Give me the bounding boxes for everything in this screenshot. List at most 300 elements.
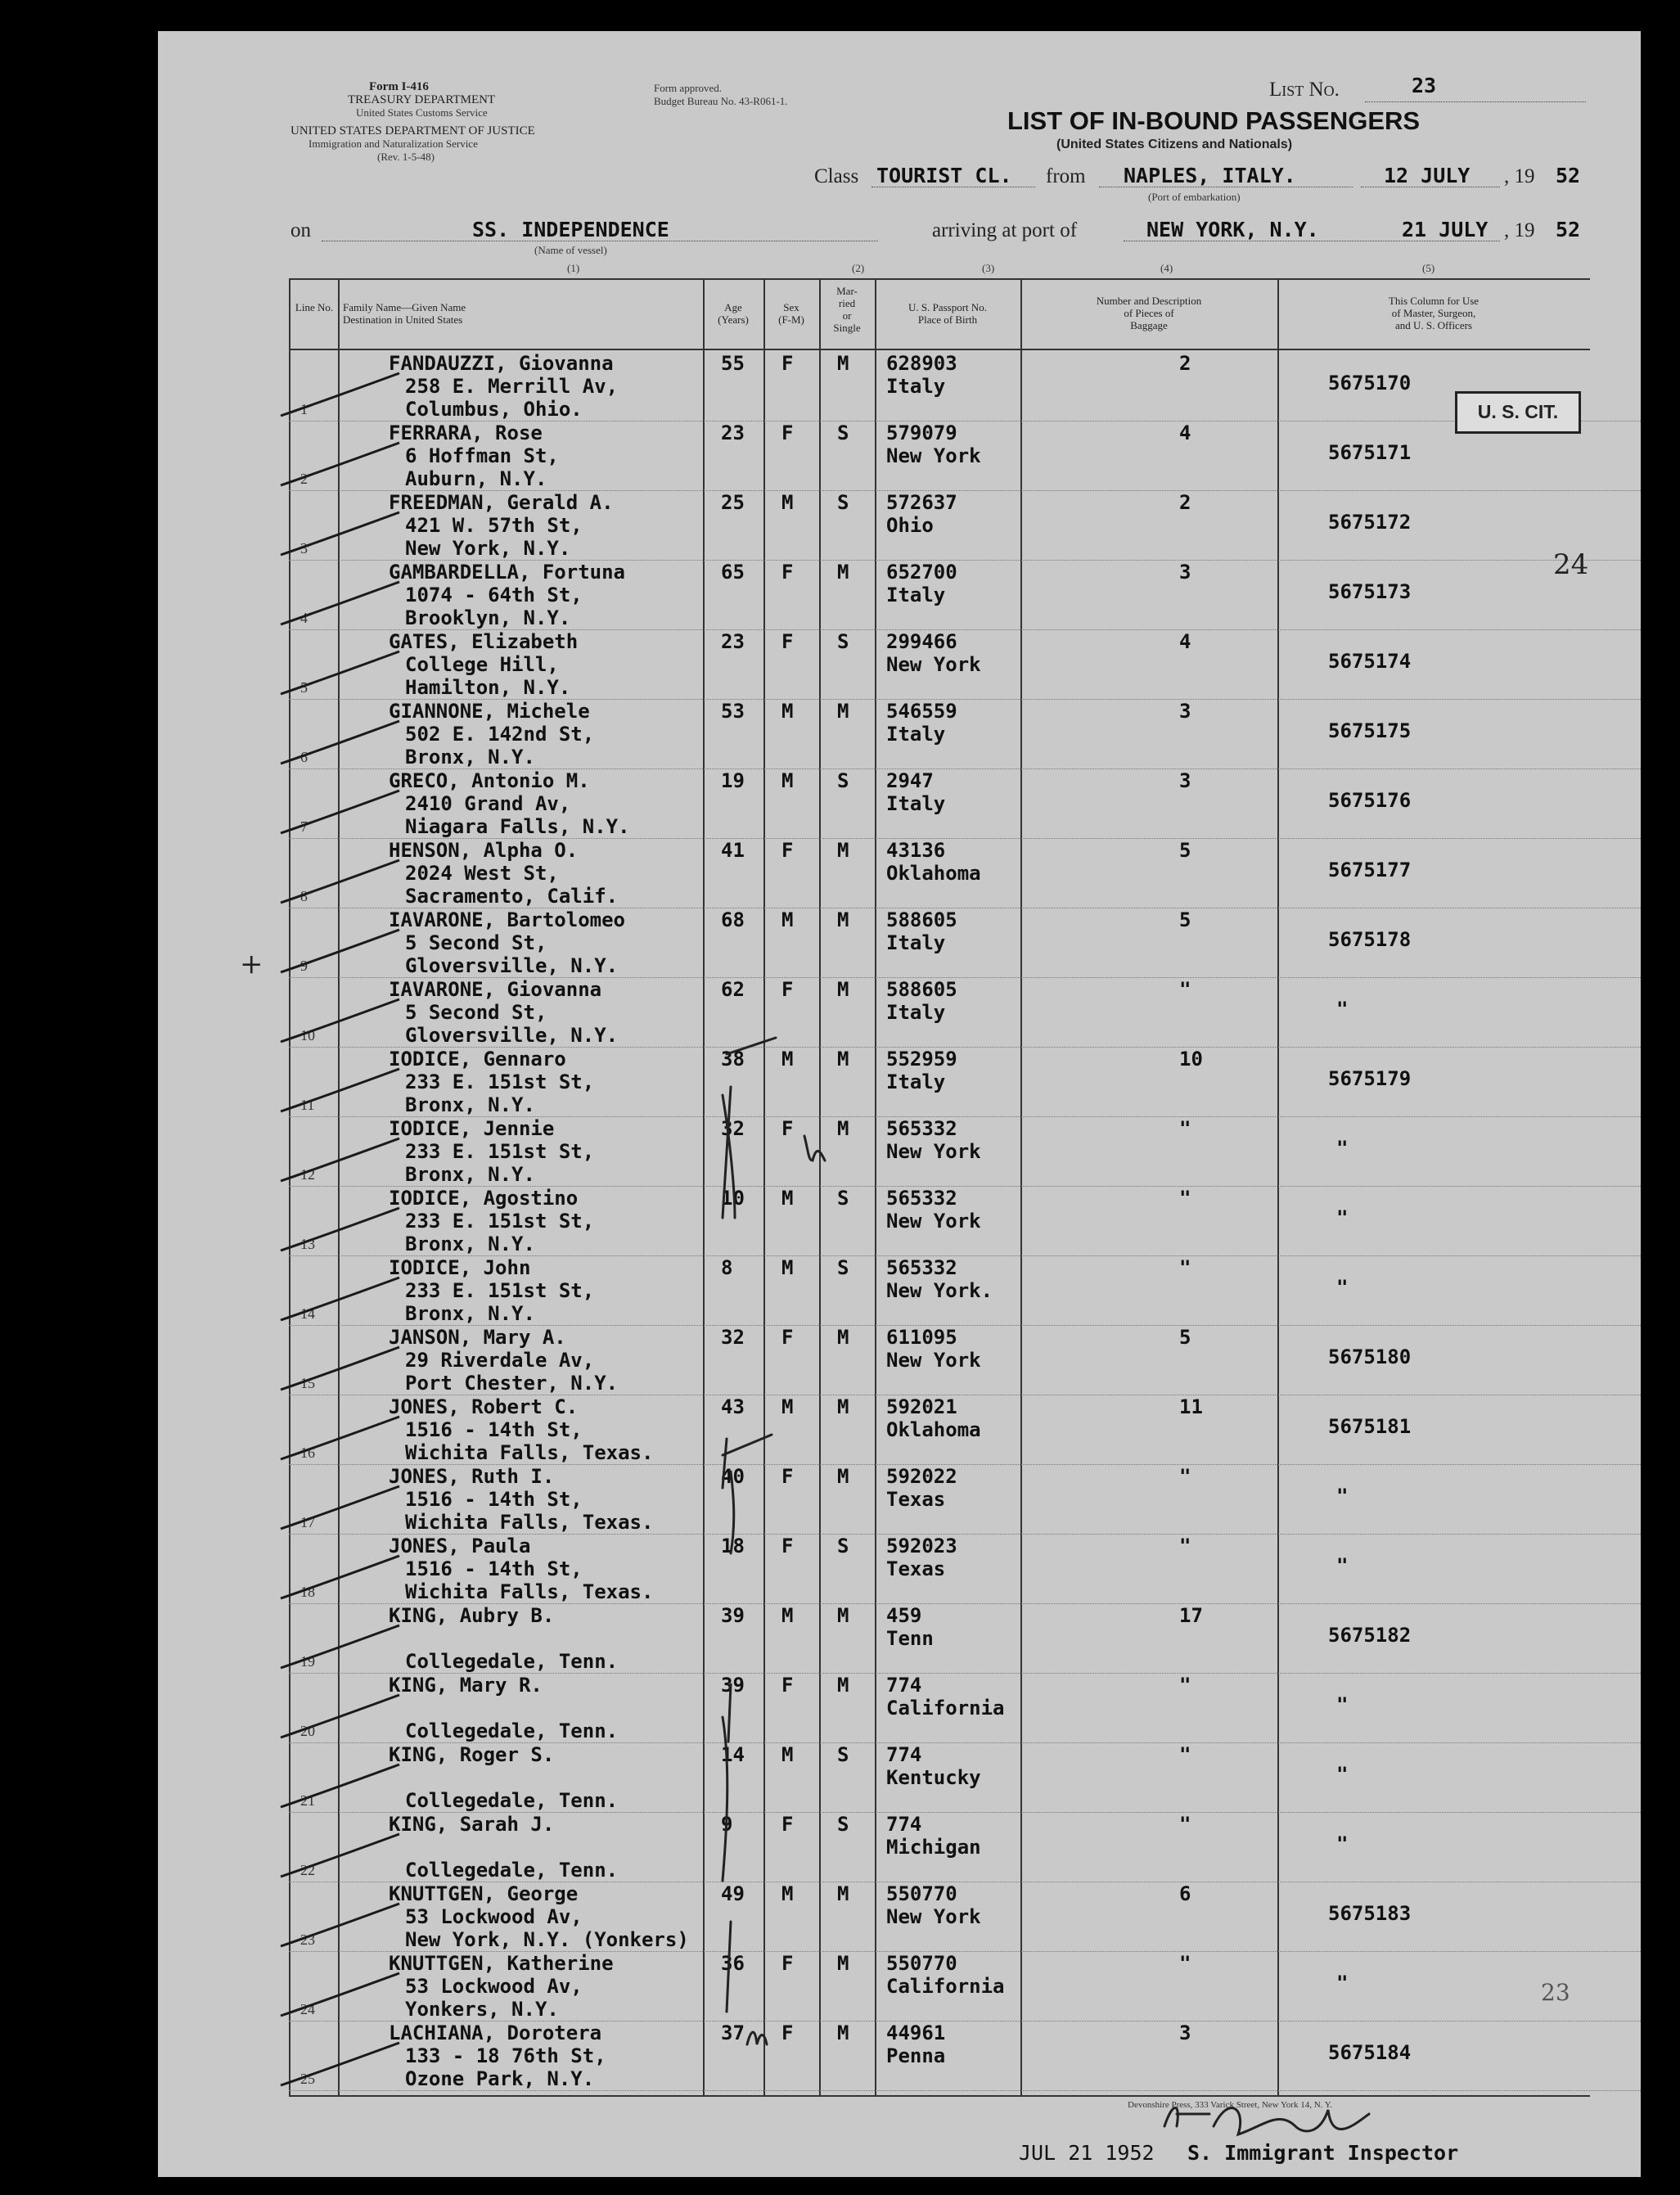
on-label: on [291, 219, 311, 241]
birthplace-cell: New York [886, 1140, 981, 1163]
sex-cell: M [781, 1882, 794, 1905]
address-city: New York, N.Y. [405, 537, 571, 560]
embark-port: NAPLES, ITALY. [1124, 164, 1296, 187]
header-baggage: Number and Description of Pieces of Baggage [1096, 295, 1202, 331]
officer-number-cell: " [1336, 998, 1349, 1021]
baggage-cell: " [1179, 1952, 1191, 1975]
header-name: Family Name—Given Name Destination in United States [343, 301, 466, 326]
birthplace-cell: Texas [886, 1557, 946, 1580]
passport-cell: 299466 [886, 630, 957, 653]
address-street: 233 E. 151st St, [405, 1210, 595, 1233]
age-cell: 43 [721, 1395, 745, 1418]
line-number: 22 [300, 1862, 315, 1878]
arriving-label: arriving at port of [932, 219, 1078, 241]
baggage-cell: " [1179, 1117, 1191, 1140]
officer-number-cell: 5675184 [1328, 2041, 1412, 2064]
passport-cell: 459 [886, 1604, 922, 1627]
address-street: 133 - 18 76th St, [405, 2044, 606, 2067]
revision-date: (Rev. 1-5-48) [377, 151, 435, 163]
age-cell: 18 [721, 1535, 745, 1557]
address-street: College Hill, [405, 653, 559, 676]
baggage-cell: 3 [1179, 2021, 1191, 2044]
initial-mark-2 [747, 2032, 767, 2044]
line-number: 10 [300, 1027, 315, 1043]
passenger-name: FERRARA, Rose [389, 421, 543, 444]
marital-cell: S [837, 769, 849, 792]
passport-cell: 592021 [886, 1395, 957, 1418]
birthplace-cell: New York [886, 1210, 981, 1233]
sex-cell: F [781, 1117, 794, 1140]
baggage-cell: 6 [1179, 1882, 1191, 1905]
marital-cell: M [837, 1117, 849, 1140]
inspector-signature [1164, 2108, 1369, 2135]
officer-number-cell: 5675176 [1328, 789, 1412, 812]
marital-cell: S [837, 1535, 849, 1557]
address-city: Collegedale, Tenn. [405, 1859, 619, 1882]
justice-dept: UNITED STATES DEPARTMENT OF JUSTICE [291, 124, 535, 137]
margin-note-24: 24 [1553, 548, 1589, 581]
officer-number-cell: 5675175 [1328, 719, 1412, 742]
passport-cell: 579079 [886, 421, 957, 444]
line-number: 12 [300, 1166, 315, 1183]
address-street: 233 E. 151st St, [405, 1279, 595, 1302]
baggage-cell: 17 [1179, 1604, 1203, 1627]
address-city: Ozone Park, N.Y. [405, 2067, 595, 2090]
passport-cell: 592023 [886, 1535, 957, 1557]
passport-cell: 572637 [886, 491, 957, 514]
passport-cell: 774 [886, 1674, 922, 1697]
treasury-dept: TREASURY DEPARTMENT [348, 93, 496, 106]
birthplace-cell: Oklahoma [886, 1418, 981, 1441]
age-cell: 68 [721, 908, 745, 931]
vessel-caption: (Name of vessel) [534, 244, 607, 256]
age-cell: 32 [721, 1326, 745, 1349]
family-bracket-knuttgen [727, 1922, 731, 2012]
address-street: 53 Lockwood Av, [405, 1975, 583, 1998]
address-street: 5 Second St, [405, 931, 547, 954]
officer-number-cell: 5675182 [1328, 1624, 1412, 1647]
col-number-1: (1) [567, 262, 580, 274]
marital-cell: M [837, 2021, 849, 2044]
age-cell: 39 [721, 1674, 745, 1697]
passenger-name: KING, Mary R. [389, 1674, 543, 1697]
passenger-name: GATES, Elizabeth [389, 630, 579, 653]
passenger-name: GIANNONE, Michele [389, 700, 590, 723]
passport-cell: 774 [886, 1813, 922, 1836]
address-city: Gloversville, N.Y. [405, 1024, 619, 1047]
age-cell: 40 [721, 1465, 745, 1488]
age-cell: 19 [721, 769, 745, 792]
sex-cell: M [781, 769, 794, 792]
line-number: 25 [300, 2071, 315, 2087]
officer-number-cell: 5675181 [1328, 1415, 1412, 1438]
sex-cell: M [781, 1743, 794, 1766]
sex-cell: F [781, 561, 794, 584]
line-number: 1 [300, 401, 308, 417]
col-number-2: (2) [852, 262, 865, 274]
family-bracket-iodice [723, 1038, 776, 1218]
sex-cell: F [781, 1535, 794, 1557]
col-number-3: (3) [982, 262, 995, 274]
passport-cell: 565332 [886, 1256, 957, 1279]
marital-cell: M [837, 1465, 849, 1488]
line-number: 20 [300, 1723, 315, 1739]
marital-cell: M [837, 1395, 849, 1418]
birthplace-cell: Italy [886, 375, 946, 398]
address-street: 1516 - 14th St, [405, 1557, 583, 1580]
passenger-name: JANSON, Mary A. [389, 1326, 566, 1349]
officer-number-cell: " [1336, 1206, 1349, 1229]
address-city: Bronx, N.Y. [405, 746, 535, 768]
list-no-value: 23 [1412, 74, 1437, 97]
depart-date: 12 JULY [1384, 164, 1471, 187]
passenger-name: HENSON, Alpha O. [389, 839, 579, 862]
line-number: 16 [300, 1445, 315, 1461]
address-city: Collegedale, Tenn. [405, 1650, 619, 1673]
baggage-cell: 3 [1179, 700, 1191, 723]
baggage-cell: " [1179, 978, 1191, 1001]
age-cell: 23 [721, 421, 745, 444]
class-label: Class [814, 165, 859, 187]
birthplace-cell: Italy [886, 1070, 946, 1093]
passenger-name: GRECO, Antonio M. [389, 769, 590, 792]
officer-number-cell: 5675179 [1328, 1067, 1412, 1090]
address-street: 1516 - 14th St, [405, 1418, 583, 1441]
address-city: Wichita Falls, Texas. [405, 1511, 654, 1534]
passenger-name: IAVARONE, Bartolomeo [389, 908, 625, 931]
officer-number-cell: 5675170 [1328, 372, 1412, 394]
passport-cell: 550770 [886, 1882, 957, 1905]
officer-number-cell: " [1336, 1485, 1349, 1508]
passport-cell: 546559 [886, 700, 957, 723]
marital-cell: S [837, 630, 849, 653]
passport-cell: 588605 [886, 908, 957, 931]
officer-number-cell: 5675173 [1328, 580, 1412, 603]
passport-cell: 44961 [886, 2021, 946, 2044]
margin-plus-mark: + [240, 948, 263, 980]
birthplace-cell: Italy [886, 723, 946, 746]
passport-cell: 611095 [886, 1326, 957, 1349]
line-number: 8 [300, 888, 308, 904]
address-city: Niagara Falls, N.Y. [405, 815, 630, 838]
birthplace-cell: Kentucky [886, 1766, 981, 1789]
header-sex: Sex (F-M) [778, 301, 804, 326]
passport-cell: 628903 [886, 352, 957, 375]
sex-cell: F [781, 630, 794, 653]
line-number: 3 [300, 540, 308, 557]
inspector-label: S. Immigrant Inspector [1187, 2141, 1459, 2165]
sex-cell: M [781, 1395, 794, 1418]
col-number-4: (4) [1160, 262, 1173, 274]
passport-cell: 550770 [886, 1952, 957, 1975]
officer-number-cell: " [1336, 1276, 1349, 1299]
sex-cell: F [781, 1326, 794, 1349]
budget-bureau: Budget Bureau No. 43-R061-1. [654, 95, 788, 107]
address-city: Collegedale, Tenn. [405, 1789, 619, 1812]
passenger-name: KING, Roger S. [389, 1743, 555, 1766]
birthplace-cell: New York [886, 444, 981, 467]
age-cell: 53 [721, 700, 745, 723]
form-number: Form I-416 [369, 80, 429, 93]
marital-cell: S [837, 1743, 849, 1766]
officer-number-cell: " [1336, 1763, 1349, 1786]
age-cell: 10 [721, 1187, 745, 1210]
officer-number-cell: 5675180 [1328, 1345, 1412, 1368]
header-age: Age (Years) [718, 301, 749, 326]
age-cell: 55 [721, 352, 745, 375]
header-passport: U. S. Passport No. Place of Birth [908, 301, 988, 326]
baggage-cell: 5 [1179, 908, 1191, 931]
age-cell: 32 [721, 1117, 745, 1140]
passport-cell: 552959 [886, 1048, 957, 1070]
age-cell: 8 [721, 1256, 733, 1279]
line-number: 7 [300, 818, 308, 835]
sex-cell: F [781, 978, 794, 1001]
baggage-cell: " [1179, 1465, 1191, 1488]
address-street: 1516 - 14th St, [405, 1488, 583, 1511]
address-street: 258 E. Merrill Av, [405, 375, 619, 398]
officer-number-cell: 5675177 [1328, 859, 1412, 881]
sex-cell: M [781, 1048, 794, 1070]
address-street: 2410 Grand Av, [405, 792, 571, 815]
sex-cell: F [781, 421, 794, 444]
arrival-date-stamp: JUL 21 1952 [1019, 2141, 1155, 2165]
address-city: Yonkers, N.Y. [405, 1998, 559, 2021]
arrival-port: NEW YORK, N.Y. [1146, 218, 1319, 241]
address-city: Bronx, N.Y. [405, 1233, 535, 1255]
marital-cell: M [837, 1048, 849, 1070]
initial-mark [804, 1136, 825, 1161]
sex-cell: F [781, 839, 794, 862]
passport-cell: 565332 [886, 1187, 957, 1210]
sex-cell: M [781, 491, 794, 514]
marital-cell: S [837, 1187, 849, 1210]
header-officers: This Column for Use of Master, Surgeon, and U. S. Officers [1388, 295, 1480, 331]
passenger-name: LACHIANA, Dorotera [389, 2021, 602, 2044]
marital-cell: S [837, 1256, 849, 1279]
birthplace-cell: Italy [886, 1001, 946, 1024]
margin-note-23: 23 [1541, 1979, 1570, 2006]
from-label: from [1046, 165, 1086, 187]
line-number: 13 [300, 1236, 315, 1252]
year-prefix: , 19 [1504, 165, 1535, 187]
baggage-cell: 2 [1179, 352, 1191, 375]
marital-cell: M [837, 1326, 849, 1349]
address-city: New York, N.Y. (Yonkers) [405, 1928, 689, 1951]
baggage-cell: 11 [1179, 1395, 1203, 1418]
port-caption: (Port of embarkation) [1148, 191, 1241, 203]
document-title: LIST OF IN-BOUND PASSENGERS [1007, 106, 1421, 135]
address-city: Gloversville, N.Y. [405, 954, 619, 977]
marital-cell: S [837, 1813, 849, 1836]
baggage-cell: " [1179, 1256, 1191, 1279]
baggage-cell: 5 [1179, 839, 1191, 862]
marital-cell: M [837, 908, 849, 931]
address-street: 502 E. 142nd St, [405, 723, 595, 746]
address-street: 1074 - 64th St, [405, 584, 583, 606]
family-bracket-jones [723, 1435, 772, 1553]
passenger-name: KING, Sarah J. [389, 1813, 555, 1836]
address-city: Auburn, N.Y. [405, 467, 547, 490]
line-number: 18 [300, 1584, 315, 1600]
officer-number-cell: 5675172 [1328, 511, 1412, 534]
line-number: 5 [300, 679, 308, 696]
sex-cell: F [781, 1465, 794, 1488]
passenger-name: KING, Aubry B. [389, 1604, 555, 1627]
address-street: 5 Second St, [405, 1001, 547, 1024]
address-street: 233 E. 151st St, [405, 1070, 595, 1093]
age-cell: 9 [721, 1813, 733, 1836]
arrival-date: 21 JULY [1402, 218, 1489, 241]
baggage-cell: " [1179, 1674, 1191, 1697]
officer-number-cell: " [1336, 1693, 1349, 1716]
arrival-year: 52 [1556, 218, 1581, 241]
passenger-manifest-page [158, 31, 1641, 2177]
baggage-cell: 2 [1179, 491, 1191, 514]
birthplace-cell: Ohio [886, 514, 934, 537]
baggage-cell: 5 [1179, 1326, 1191, 1349]
handwritten-marks [158, 31, 1641, 2177]
passenger-name: FANDAUZZI, Giovanna [389, 352, 614, 375]
sex-cell: F [781, 1813, 794, 1836]
sex-cell: F [781, 2021, 794, 2044]
age-cell: 14 [721, 1743, 745, 1766]
birthplace-cell: Italy [886, 931, 946, 954]
line-number: 14 [300, 1305, 315, 1322]
depart-year: 52 [1556, 164, 1581, 187]
marital-cell: M [837, 352, 849, 375]
officer-number-cell: 5675183 [1328, 1902, 1412, 1925]
line-number: 24 [300, 2001, 315, 2017]
passport-cell: 592022 [886, 1465, 957, 1488]
passenger-name: IODICE, Jennie [389, 1117, 555, 1140]
passport-cell: 43136 [886, 839, 946, 862]
passenger-name: JONES, Paula [389, 1535, 531, 1557]
line-number: 11 [300, 1097, 315, 1113]
line-number: 21 [300, 1792, 315, 1809]
passenger-name: KNUTTGEN, Katherine [389, 1952, 614, 1975]
col-number-5: (5) [1422, 262, 1435, 274]
address-street: 2024 West St, [405, 862, 559, 885]
marital-cell: M [837, 1882, 849, 1905]
passport-cell: 565332 [886, 1117, 957, 1140]
address-street: 29 Riverdale Av, [405, 1349, 595, 1372]
sex-cell: M [781, 908, 794, 931]
birthplace-cell: Tenn [886, 1627, 934, 1650]
age-cell: 23 [721, 630, 745, 653]
marital-cell: M [837, 839, 849, 862]
officer-number-cell: " [1336, 1832, 1349, 1855]
family-bracket-king [723, 1684, 731, 1881]
age-cell: 36 [721, 1952, 745, 1975]
sex-cell: M [781, 700, 794, 723]
birthplace-cell: Michigan [886, 1836, 981, 1859]
marital-cell: S [837, 421, 849, 444]
baggage-cell: 3 [1179, 561, 1191, 584]
address-city: Bronx, N.Y. [405, 1163, 535, 1186]
address-city: Bronx, N.Y. [405, 1093, 535, 1116]
passenger-name: IODICE, Agostino [389, 1187, 579, 1210]
birthplace-cell: California [886, 1975, 1005, 1998]
age-cell: 25 [721, 491, 745, 514]
marital-cell: M [837, 700, 849, 723]
ins-service: Immigration and Naturalization Service [309, 137, 478, 150]
age-cell: 37 [721, 2021, 745, 2044]
address-city: Collegedale, Tenn. [405, 1719, 619, 1742]
list-no-label: List No. [1269, 79, 1340, 101]
line-number: 2 [300, 471, 308, 487]
birthplace-cell: Oklahoma [886, 862, 981, 885]
address-city: Port Chester, N.Y. [405, 1372, 619, 1395]
baggage-cell: " [1179, 1813, 1191, 1836]
baggage-cell: 10 [1179, 1048, 1203, 1070]
passenger-name: IODICE, John [389, 1256, 531, 1279]
document-subtitle: (United States Citizens and Nationals) [1056, 137, 1293, 151]
sex-cell: M [781, 1604, 794, 1627]
marital-cell: M [837, 561, 849, 584]
birthplace-cell: New York [886, 1905, 981, 1928]
marital-cell: M [837, 1604, 849, 1627]
sex-cell: F [781, 1952, 794, 1975]
birthplace-cell: California [886, 1697, 1005, 1719]
printer-credit: Devonshire Press, 333 Varick Street, New York 14, N. Y. [1128, 2100, 1333, 2110]
passport-cell: 774 [886, 1743, 922, 1766]
line-number: 15 [300, 1375, 315, 1391]
baggage-cell: 4 [1179, 630, 1191, 653]
age-cell: 41 [721, 839, 745, 862]
age-cell: 38 [721, 1048, 745, 1070]
age-cell: 62 [721, 978, 745, 1001]
officer-number-cell: 5675178 [1328, 928, 1412, 951]
address-city: Sacramento, Calif. [405, 885, 619, 908]
marital-cell: M [837, 978, 849, 1001]
form-approved: Form approved. [654, 82, 723, 94]
passport-cell: 588605 [886, 978, 957, 1001]
address-street: 53 Lockwood Av, [405, 1905, 583, 1928]
sex-cell: F [781, 352, 794, 375]
vessel-name: SS. INDEPENDENCE [472, 218, 669, 241]
officer-number-cell: " [1336, 1554, 1349, 1577]
customs-service: United States Customs Service [356, 106, 488, 119]
birthplace-cell: New York [886, 1349, 981, 1372]
line-number: 17 [300, 1514, 315, 1530]
address-street: 233 E. 151st St, [405, 1140, 595, 1163]
marital-cell: M [837, 1952, 849, 1975]
address-city: Wichita Falls, Texas. [405, 1580, 654, 1603]
line-number: 23 [300, 1931, 315, 1948]
passenger-name: FREEDMAN, Gerald A. [389, 491, 614, 514]
marital-cell: M [837, 1674, 849, 1697]
line-number: 6 [300, 749, 308, 765]
sex-cell: M [781, 1187, 794, 1210]
address-city: Bronx, N.Y. [405, 1302, 535, 1325]
address-city: Wichita Falls, Texas. [405, 1441, 654, 1464]
passport-cell: 2947 [886, 769, 934, 792]
header-married: Mar- ried or Single [833, 285, 861, 334]
marital-cell: S [837, 491, 849, 514]
passenger-name: JONES, Robert C. [389, 1395, 579, 1418]
birthplace-cell: New York. [886, 1279, 993, 1302]
address-city: Hamilton, N.Y. [405, 676, 571, 699]
line-number: 19 [300, 1653, 315, 1670]
baggage-cell: " [1179, 1535, 1191, 1557]
baggage-cell: 3 [1179, 769, 1191, 792]
address-street: 421 W. 57th St, [405, 514, 583, 537]
passport-cell: 652700 [886, 561, 957, 584]
birthplace-cell: New York [886, 653, 981, 676]
baggage-cell: " [1179, 1743, 1191, 1766]
officer-number-cell: 5675174 [1328, 650, 1412, 673]
